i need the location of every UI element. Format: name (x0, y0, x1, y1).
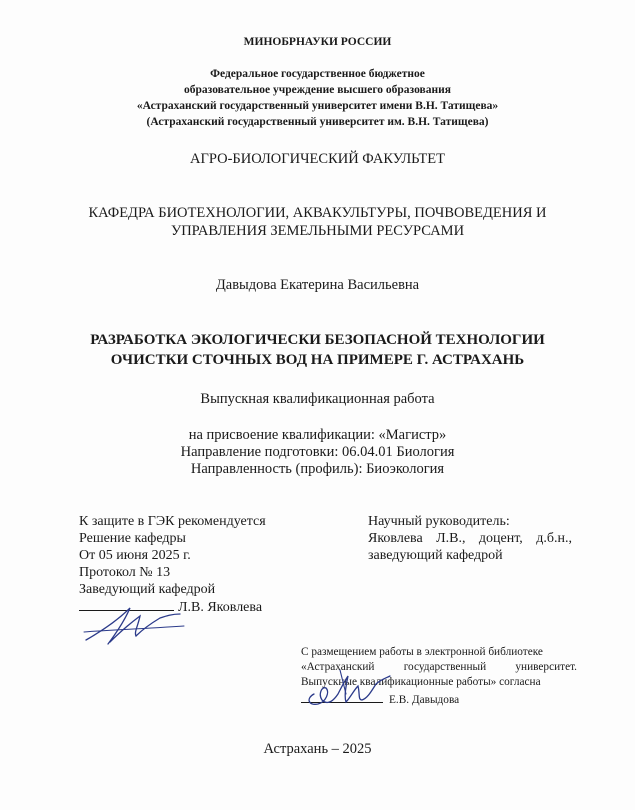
city-year: Астрахань – 2025 (263, 741, 372, 757)
supervisor-rank: доцент, (478, 531, 523, 546)
author-name: Давыдова Екатерина Васильевна (215, 277, 420, 293)
supervisor-position: заведующий кафедрой (368, 548, 503, 563)
supervisor-label: Научный руководитель: (368, 514, 510, 529)
head-signer-name: Л.В. Яковлева (178, 600, 263, 615)
institution-line-4: (Астраханский государственный университет им. В.Н. Татищева) (146, 116, 489, 128)
author-signer-name: Е.В. Давыдова (389, 694, 460, 706)
supervisor-details (368, 531, 572, 547)
institution-line-1: Федеральное государственное бюджетное (210, 68, 425, 80)
defense-recommendation: К защите в ГЭК рекомендуется (79, 514, 266, 529)
institution-line-3: «Астраханский государственный университет имени В.Н. Татищева» (136, 100, 499, 112)
faculty-name: АГРО-БИОЛОГИЧЕСКИЙ ФАКУЛЬТЕТ (190, 151, 445, 167)
library-consent-line-1: С размещением работы в электронной библиотеке (301, 646, 543, 658)
study-direction-line: Направление подготовки: 06.04.01 Биология (180, 444, 455, 460)
department-line-1: КАФЕДРА БИОТЕХНОЛОГИИ, АКВАКУЛЬТУРЫ, ПОЧВОВЕДЕНИЯ И (88, 205, 547, 221)
library-consent-word-2: государственный (403, 661, 487, 673)
qualification-line: на присвоение квалификации: «Магистр» (188, 427, 447, 443)
library-consent-word-3: университет. (515, 661, 577, 673)
head-of-department-label: Заведующий кафедрой (79, 582, 216, 597)
thesis-title-line-1: РАЗРАБОТКА ЭКОЛОГИЧЕСКИ БЕЗОПАСНОЙ ТЕХНОЛОГИИ (90, 332, 545, 348)
ministry-name: МИНОБРНАУКИ РОССИИ (243, 36, 392, 48)
thesis-title-line-2: ОЧИСТКИ СТОЧНЫХ ВОД НА ПРИМЕРЕ Г. АСТРАХАНЬ (110, 352, 525, 368)
protocol-number: Протокол № 13 (79, 565, 171, 580)
head-handwritten-signature (80, 592, 190, 652)
library-consent-line-3: Выпускные квалификационные работы» согласна (301, 676, 541, 688)
decision-date: От 05 июня 2025 г. (79, 548, 191, 563)
profile-line: Направленность (профиль): Биоэкология (190, 461, 445, 477)
author-handwritten-signature (300, 664, 395, 714)
department-line-2: УПРАВЛЕНИЯ ЗЕМЕЛЬНЫМИ РЕСУРСАМИ (170, 223, 465, 239)
supervisor-initials: Л.В., (436, 531, 466, 546)
department-decision: Решение кафедры (79, 531, 186, 546)
supervisor-surname: Яковлева (368, 531, 423, 546)
institution-line-2: образовательное учреждение высшего образования (184, 84, 451, 96)
library-consent-word-1: «Астраханский (301, 661, 375, 673)
work-type: Выпускная квалификационная работа (200, 391, 435, 407)
supervisor-degree: д.б.н., (536, 531, 572, 546)
